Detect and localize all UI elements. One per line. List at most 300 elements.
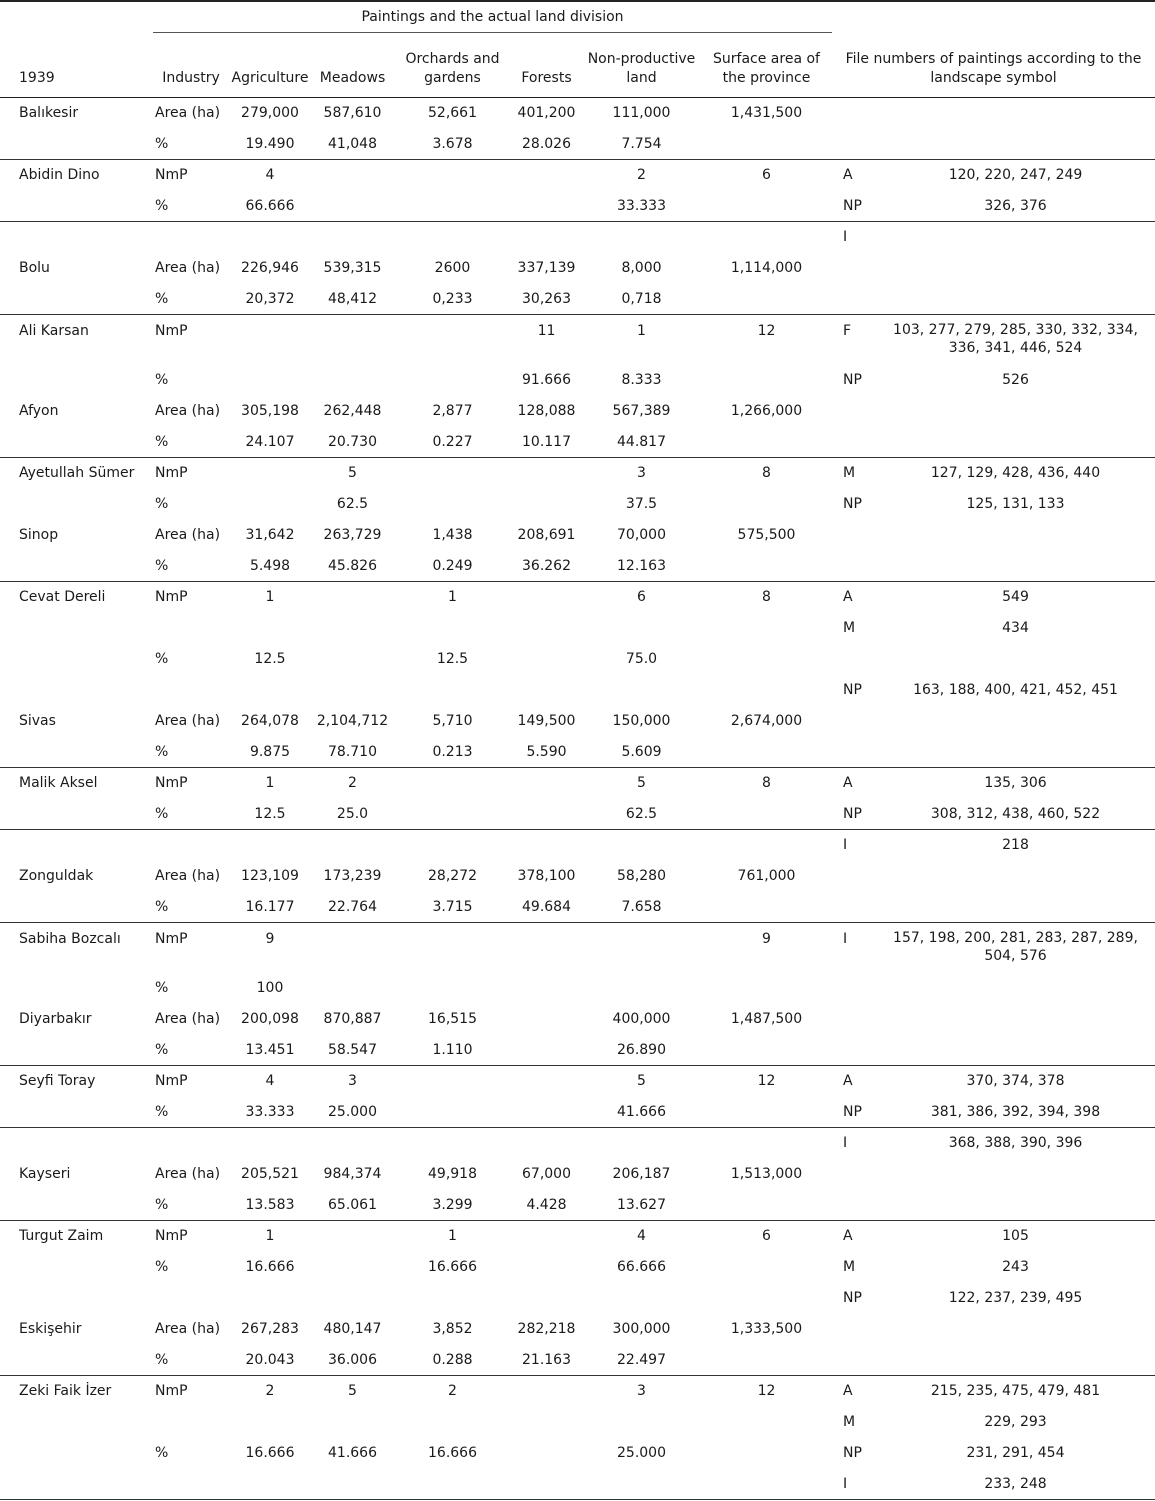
cell-name [0, 427, 153, 458]
cell-nonproductive: 5.609 [582, 737, 701, 768]
cell-orchards: 0.288 [394, 1345, 511, 1376]
cell-agriculture [229, 613, 311, 644]
cell-agriculture: 12.5 [254, 651, 286, 667]
agriculture-header: Agriculture [231, 70, 309, 86]
cell-agriculture: 13.451 [229, 1035, 311, 1066]
cell-forests: 5.590 [511, 737, 582, 768]
cell-orchards [394, 675, 511, 706]
cell-meadows: 62.5 [336, 496, 369, 512]
cell-nonproductive: 62.5 [582, 799, 701, 830]
cell-nonproductive: 4 [637, 1228, 646, 1245]
cell-industry: NmP [155, 775, 188, 792]
cell-orchards [394, 1283, 511, 1314]
cell-agriculture: 279,000 [241, 105, 299, 122]
cell-symbol: A [843, 167, 853, 184]
cell-orchards: 1.110 [394, 1035, 511, 1066]
cell-nonproductive [582, 1283, 701, 1314]
cell-name: Sinop [19, 527, 59, 543]
cell-surface-area: 1,333,500 [730, 1321, 803, 1337]
cell-symbol [832, 1004, 876, 1035]
cell-meadows: 2 [348, 775, 357, 792]
cell-surface-area [701, 675, 832, 706]
cell-symbol [832, 706, 876, 737]
cell-orchards [394, 1128, 511, 1159]
cell-orchards: 2 [448, 1383, 457, 1400]
cell-orchards [394, 799, 511, 830]
cell-industry [153, 1469, 229, 1500]
cell-meadows: 539,315 [323, 260, 382, 276]
cell-surface-area [701, 830, 832, 861]
table-row [0, 768, 1155, 799]
cell-symbol: NP [843, 496, 862, 512]
cell-file-numbers: 157, 198, 200, 281, 283, 287, 289, 504, 576 [893, 930, 1138, 964]
cell-symbol: NP [843, 372, 862, 388]
cell-file-numbers [876, 1035, 1155, 1066]
cell-meadows: 2,104,712 [316, 713, 389, 729]
cell-nonproductive [582, 1128, 701, 1159]
cell-meadows: 78.710 [311, 737, 394, 768]
cell-nonproductive [582, 675, 701, 706]
cell-symbol: A [843, 1073, 853, 1090]
cell-name: Abidin Dino [19, 167, 100, 184]
cell-nonproductive: 206,187 [612, 1166, 671, 1182]
cell-meadows: 41.666 [328, 1445, 377, 1461]
cell-file-numbers: 122, 237, 239, 495 [948, 1290, 1083, 1306]
cell-industry: % [153, 1097, 229, 1128]
cell-symbol: A [843, 1383, 853, 1400]
cell-meadows [311, 582, 394, 613]
cell-name [0, 799, 153, 830]
cell-forests [511, 1407, 582, 1438]
cell-surface-area: 12 [757, 1073, 776, 1090]
cell-name: Seyfi Toray [19, 1073, 96, 1090]
cell-forests [511, 160, 582, 191]
cell-industry: % [155, 496, 169, 512]
cell-forests: 149,500 [517, 713, 576, 729]
cell-orchards [394, 160, 511, 191]
cell-file-numbers [876, 253, 1155, 284]
cell-file-numbers: 308, 312, 438, 460, 522 [876, 799, 1155, 830]
cell-symbol [832, 1345, 876, 1376]
cell-surface-area [701, 284, 832, 315]
cell-forests [511, 489, 582, 520]
cell-meadows: 36.006 [311, 1345, 394, 1376]
table-row [0, 830, 1155, 861]
table-row [0, 551, 1155, 582]
cell-surface-area [701, 222, 832, 253]
table-row [0, 1252, 1155, 1283]
cell-nonproductive: 1 [637, 323, 646, 339]
cell-nonproductive: 111,000 [612, 105, 671, 122]
cell-forests: 282,218 [517, 1321, 576, 1337]
cell-nonproductive: 12.163 [582, 551, 701, 582]
cell-meadows: 870,887 [323, 1011, 382, 1027]
cell-forests: 208,691 [517, 527, 576, 543]
cell-nonproductive: 58,280 [617, 868, 666, 884]
table-row [0, 129, 1155, 160]
table-row [0, 644, 1155, 675]
table-row [0, 1066, 1155, 1097]
cell-forests [511, 1252, 582, 1283]
cell-surface-area [701, 1035, 832, 1066]
cell-file-numbers [876, 1190, 1155, 1221]
cell-file-numbers [876, 973, 1155, 1004]
nonproductive-header: Non-productive land [587, 51, 696, 86]
cell-surface-area [701, 191, 832, 222]
cell-industry [153, 675, 229, 706]
cell-name: Bolu [19, 260, 50, 276]
industry-header: Industry [162, 70, 220, 86]
cell-nonproductive: 567,389 [612, 403, 671, 419]
cell-orchards: 28,272 [428, 868, 477, 884]
cell-orchards: 5,710 [432, 713, 473, 729]
cell-orchards: 49,918 [428, 1166, 477, 1182]
cell-meadows [311, 1252, 394, 1283]
cell-file-numbers [876, 1314, 1155, 1345]
cell-symbol [832, 737, 876, 768]
cell-symbol [832, 1314, 876, 1345]
cell-symbol: M [843, 465, 856, 482]
table-row [0, 675, 1155, 706]
cell-agriculture: 267,283 [241, 1321, 299, 1337]
cell-agriculture: 5.498 [229, 551, 311, 582]
cell-industry [153, 1128, 229, 1159]
forests-header: Forests [521, 70, 572, 86]
cell-industry [153, 222, 229, 253]
cell-meadows: 263,729 [323, 527, 382, 543]
cell-name: Cevat Dereli [19, 589, 106, 606]
cell-agriculture: 123,109 [241, 868, 299, 884]
cell-nonproductive [582, 1469, 701, 1500]
cell-agriculture [229, 830, 311, 861]
cell-surface-area [701, 613, 832, 644]
cell-orchards [394, 458, 511, 489]
cell-agriculture: 20.043 [229, 1345, 311, 1376]
cell-surface-area [701, 427, 832, 458]
table-row [0, 1407, 1155, 1438]
cell-agriculture: 264,078 [241, 713, 299, 729]
cell-agriculture: 16.177 [229, 892, 311, 923]
cell-agriculture: 2 [265, 1383, 275, 1400]
cell-file-numbers: 243 [1002, 1259, 1029, 1275]
cell-orchards: 0.249 [394, 551, 511, 582]
cell-nonproductive: 150,000 [612, 713, 671, 729]
cell-name [0, 1190, 153, 1221]
cell-file-numbers: 127, 129, 428, 436, 440 [930, 465, 1101, 482]
cell-file-numbers: 434 [1002, 620, 1029, 636]
cell-surface-area: 12 [757, 1383, 776, 1400]
cell-agriculture [229, 1407, 311, 1438]
cell-orchards [394, 191, 511, 222]
cell-nonproductive: 13.627 [582, 1190, 701, 1221]
cell-meadows [311, 973, 394, 1004]
cell-surface-area [701, 973, 832, 1004]
table-row [0, 1128, 1155, 1159]
cell-agriculture [229, 1469, 311, 1500]
cell-orchards: 2,877 [432, 403, 473, 419]
cell-forests [511, 923, 582, 973]
cell-name [0, 1345, 153, 1376]
cell-orchards: 16,515 [428, 1011, 477, 1027]
cell-symbol [832, 551, 876, 582]
cell-nonproductive: 5 [637, 775, 646, 792]
table-row [0, 737, 1155, 768]
cell-surface-area [701, 129, 832, 160]
cell-file-numbers: 233, 248 [876, 1469, 1155, 1500]
cell-surface-area: 12 [757, 323, 776, 339]
cell-orchards: 52,661 [428, 105, 477, 122]
cell-forests [511, 799, 582, 830]
cell-agriculture: 205,521 [241, 1166, 299, 1182]
cell-symbol [832, 973, 876, 1004]
cell-forests: 337,139 [517, 260, 576, 276]
cell-file-numbers: 526 [1002, 372, 1029, 388]
cell-file-numbers [876, 737, 1155, 768]
cell-file-numbers: 368, 388, 390, 396 [948, 1135, 1083, 1152]
cell-name: Sabiha Bozcalı [19, 931, 121, 947]
cell-symbol [832, 644, 876, 675]
cell-forests: 30,263 [511, 284, 582, 315]
cell-meadows: 480,147 [323, 1321, 382, 1337]
cell-surface-area [701, 551, 832, 582]
cell-industry: % [155, 651, 169, 667]
cell-surface-area [701, 1469, 832, 1500]
cell-symbol: I [843, 837, 848, 854]
cell-nonproductive: 75.0 [625, 651, 658, 667]
cell-file-numbers [876, 98, 1155, 129]
cell-industry: % [153, 427, 229, 458]
cell-name: Zonguldak [19, 868, 94, 884]
cell-meadows: 45.826 [311, 551, 394, 582]
cell-orchards: 0.227 [394, 427, 511, 458]
cell-forests [511, 1469, 582, 1500]
cell-forests [511, 1438, 582, 1469]
cell-meadows [311, 1283, 394, 1314]
cell-surface-area: 761,000 [737, 868, 796, 884]
cell-orchards: 16.666 [428, 1259, 477, 1275]
cell-nonproductive: 3 [637, 1383, 646, 1400]
cell-name [0, 1035, 153, 1066]
cell-surface-area: 8 [762, 775, 771, 792]
cell-nonproductive [582, 222, 701, 253]
cell-name [0, 489, 153, 520]
cell-agriculture [229, 1128, 311, 1159]
cell-meadows [311, 830, 394, 861]
table-row [0, 520, 1155, 551]
cell-orchards: 3,852 [432, 1321, 473, 1337]
cell-file-numbers: 231, 291, 454 [966, 1445, 1065, 1461]
cell-surface-area [701, 1190, 832, 1221]
cell-industry: Area (ha) [155, 1321, 221, 1337]
cell-meadows: 5 [348, 465, 357, 482]
table-row [0, 253, 1155, 284]
cell-forests [511, 1283, 582, 1314]
cell-file-numbers [876, 1345, 1155, 1376]
table-row [0, 923, 1155, 973]
cell-symbol [832, 427, 876, 458]
cell-orchards: 2600 [434, 260, 471, 276]
cell-file-numbers [876, 1159, 1155, 1190]
cell-file-numbers [876, 644, 1155, 675]
cell-forests [511, 830, 582, 861]
cell-orchards [394, 973, 511, 1004]
cell-name [0, 1407, 153, 1438]
cell-meadows [311, 315, 394, 365]
table-row [0, 613, 1155, 644]
cell-symbol [832, 892, 876, 923]
cell-forests [511, 191, 582, 222]
cell-meadows: 48,412 [311, 284, 394, 315]
cell-orchards [394, 365, 511, 396]
cell-agriculture: 100 [256, 980, 284, 996]
cell-file-numbers [876, 551, 1155, 582]
group-title: Paintings and the actual land division [153, 1, 832, 33]
table-row [0, 1283, 1155, 1314]
cell-forests: 67,000 [522, 1166, 571, 1182]
cell-meadows: 262,448 [323, 403, 382, 419]
cell-industry: % [153, 284, 229, 315]
cell-surface-area: 9 [762, 931, 771, 947]
cell-industry: % [153, 129, 229, 160]
table-row [0, 98, 1155, 129]
cell-nonproductive: 37.5 [625, 496, 658, 512]
table-row [0, 458, 1155, 489]
cell-name [0, 1438, 153, 1469]
cell-industry: NmP [155, 931, 188, 947]
cell-surface-area: 1,487,500 [730, 1011, 803, 1027]
cell-name [0, 675, 153, 706]
table-row [0, 427, 1155, 458]
cell-orchards: 3.299 [394, 1190, 511, 1221]
cell-meadows: 173,239 [323, 868, 382, 884]
cell-agriculture: 4 [265, 167, 275, 184]
cell-forests [511, 458, 582, 489]
cell-meadows: 3 [348, 1073, 357, 1090]
cell-name: Sivas [19, 713, 56, 729]
cell-surface-area [701, 365, 832, 396]
cell-industry: % [153, 1345, 229, 1376]
cell-meadows [311, 923, 394, 973]
cell-name: Zeki Faik İzer [19, 1383, 112, 1400]
cell-surface-area [701, 1097, 832, 1128]
cell-file-numbers [876, 396, 1155, 427]
cell-agriculture: 33.333 [229, 1097, 311, 1128]
cell-file-numbers: 381, 386, 392, 394, 398 [876, 1097, 1155, 1128]
cell-industry: % [155, 372, 169, 388]
cell-orchards [394, 768, 511, 799]
cell-agriculture [229, 365, 311, 396]
table-row [0, 1345, 1155, 1376]
cell-file-numbers: 120, 220, 247, 249 [948, 167, 1083, 184]
cell-agriculture: 66.666 [229, 191, 311, 222]
cell-agriculture: 19.490 [229, 129, 311, 160]
cell-agriculture: 20,372 [229, 284, 311, 315]
cell-surface-area: 1,431,500 [730, 105, 803, 122]
cell-surface-area [701, 1407, 832, 1438]
cell-orchards: 16.666 [428, 1445, 477, 1461]
cell-agriculture: 4 [265, 1073, 275, 1090]
cell-agriculture: 1 [265, 1228, 275, 1245]
cell-symbol: I [843, 931, 848, 947]
cell-meadows: 25.0 [311, 799, 394, 830]
cell-industry: NmP [155, 1073, 188, 1090]
cell-agriculture: 12.5 [229, 799, 311, 830]
cell-forests: 49.684 [511, 892, 582, 923]
table-row [0, 489, 1155, 520]
cell-meadows: 984,374 [323, 1166, 382, 1182]
cell-symbol: NP [843, 682, 862, 698]
cell-nonproductive: 33.333 [582, 191, 701, 222]
cell-meadows: 58.547 [311, 1035, 394, 1066]
cell-forests [511, 973, 582, 1004]
cell-nonproductive [582, 923, 701, 973]
cell-nonproductive: 8.333 [621, 372, 662, 388]
cell-name: Balıkesir [19, 105, 79, 122]
cell-name [0, 129, 153, 160]
cell-agriculture [229, 675, 311, 706]
cell-meadows: 5 [348, 1383, 357, 1400]
cell-symbol: NP [843, 1445, 862, 1461]
cell-symbol: I [843, 229, 848, 246]
cell-forests [511, 613, 582, 644]
cell-symbol [832, 253, 876, 284]
cell-name [0, 1097, 153, 1128]
table-row [0, 799, 1155, 830]
cell-file-numbers: 229, 293 [984, 1414, 1047, 1430]
cell-file-numbers [876, 1004, 1155, 1035]
cell-name: Diyarbakır [19, 1011, 92, 1027]
cell-surface-area [701, 892, 832, 923]
cell-name: Ali Karsan [19, 323, 89, 339]
cell-industry: % [153, 551, 229, 582]
cell-forests: 128,088 [517, 403, 576, 419]
cell-surface-area [701, 489, 832, 520]
table-row [0, 1004, 1155, 1035]
cell-meadows [311, 222, 394, 253]
cell-nonproductive: 66.666 [617, 1259, 666, 1275]
cell-agriculture: 9.875 [229, 737, 311, 768]
cell-industry: Area (ha) [155, 260, 221, 276]
cell-file-numbers: 163, 188, 400, 421, 452, 451 [913, 682, 1118, 698]
cell-symbol: A [843, 1228, 853, 1245]
cell-forests: 4.428 [511, 1190, 582, 1221]
cell-nonproductive: 7.754 [582, 129, 701, 160]
cell-forests [511, 1221, 582, 1252]
cell-forests [511, 1097, 582, 1128]
cell-surface-area: 575,500 [737, 527, 796, 543]
table-row [0, 191, 1155, 222]
cell-surface-area [701, 1438, 832, 1469]
cell-meadows: 22.764 [311, 892, 394, 923]
cell-orchards [394, 315, 511, 365]
cell-name [0, 613, 153, 644]
cell-agriculture: 24.107 [229, 427, 311, 458]
cell-name [0, 830, 153, 861]
cell-agriculture [229, 1283, 311, 1314]
table-row [0, 315, 1155, 365]
cell-industry: % [153, 191, 229, 222]
cell-file-numbers [876, 222, 1155, 253]
cell-industry [153, 613, 229, 644]
cell-orchards: 1 [448, 589, 457, 606]
cell-agriculture: 200,098 [241, 1011, 299, 1027]
cell-industry: % [155, 1445, 169, 1461]
cell-name [0, 737, 153, 768]
cell-forests [511, 644, 582, 675]
table-body [0, 98, 1155, 1500]
cell-forests [511, 1066, 582, 1097]
cell-symbol: F [843, 323, 852, 339]
